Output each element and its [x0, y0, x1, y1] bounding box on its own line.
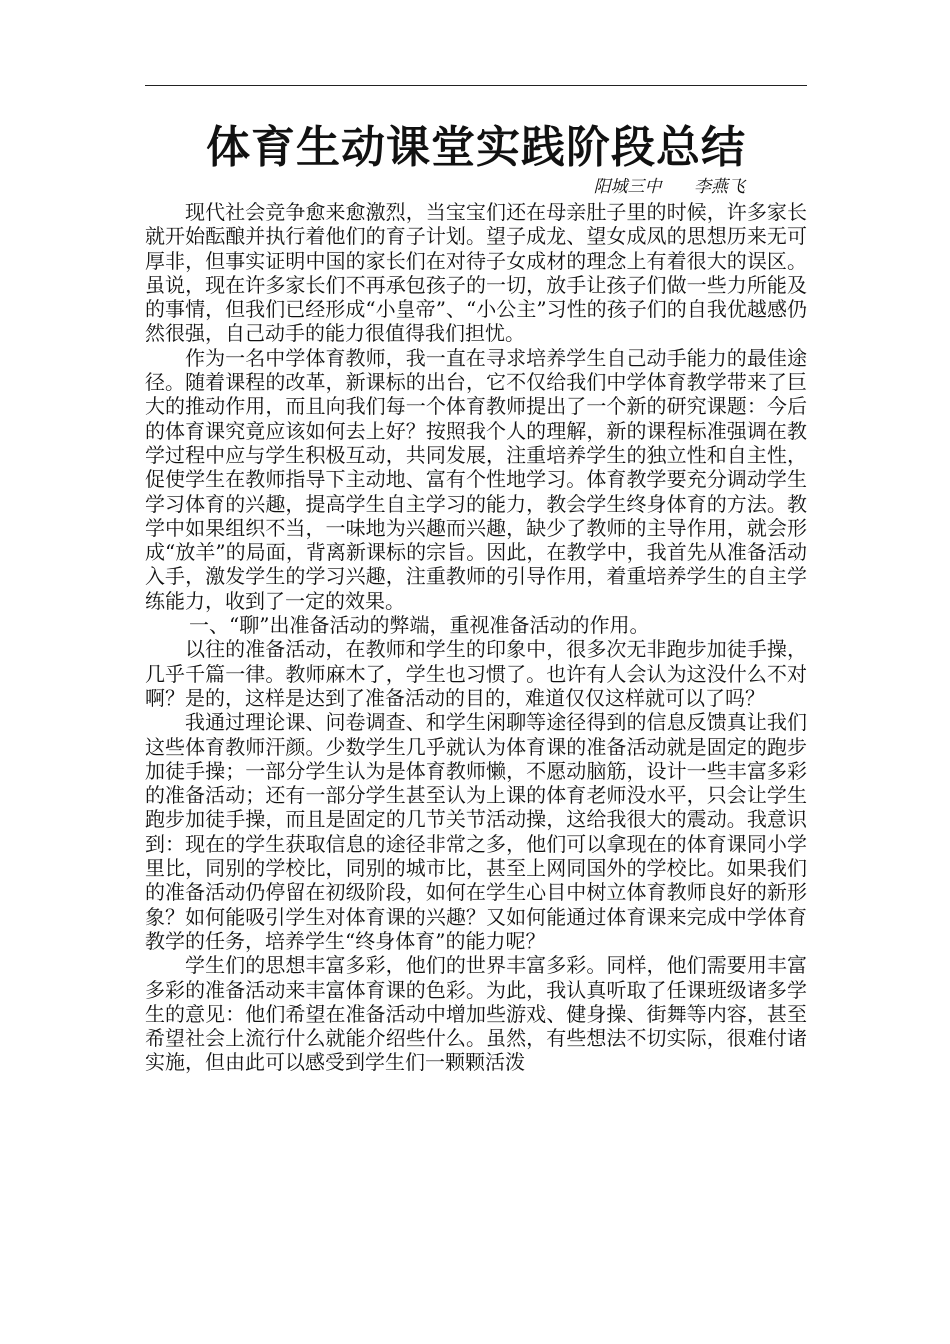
paragraph-5: 学生们的思想丰富多彩，他们的世界丰富多彩。同样，他们需要用丰富多彩的准备活动来丰富体育课的色彩。为此，我认真听取了任课班级诸多学生的意见：他们希望在准备活动中增加些游戏、健身操、街舞等内容，甚至希望社会上流行什么就能介绍些什么。虽然，有些想法不切实际，很难付诸实施，但由此可以感受到学生们一颗颗活泼 — [145, 953, 807, 1075]
document-body — [145, 200, 807, 1075]
paragraph-3: 以往的准备活动，在教师和学生的印象中，很多次无非跑步加徒手操，几乎千篇一律。教师麻木了，学生也习惯了。也许有人会认为这没什么不对啊？是的，这样是达到了准备活动的目的，难道仅仅这样就可以了吗？ — [145, 637, 807, 710]
paragraph-1: 现代社会竞争愈来愈激烈，当宝宝们还在母亲肚子里的时候，许多家长就开始酝酿并执行着他们的育子计划。望子成龙、望女成凤的思想历来无可厚非，但事实证明中国的家长们在对待子女成材的理念上有着很大的误区。虽说，现在许多家长们不再承包孩子的一切，放手让孩子们做一些力所能及的事情，但我们已经形成“小皇帝”、“小公主”习性的孩子们的自我优越感仍然很强，自己动手的能力很值得我们担忧。 — [145, 200, 807, 346]
document-title: 体育生动课堂实践阶段总结 — [206, 122, 746, 173]
author-byline: 阳城三中 李燕飞 — [593, 177, 745, 197]
section-heading-1: 一、“聊”出准备活动的弊端，重视准备活动的作用。 — [189, 613, 650, 638]
paragraph-2: 作为一名中学体育教师，我一直在寻求培养学生自己动手能力的最佳途径。随着课程的改革，新课标的出台，它不仅给我们中学体育教学带来了巨大的推动作用，而且向我们每一个体育教师提出了一个新的研究课题：今后的体育课究竟应该如何去上好？按照我个人的理解，新的课程标准强调在教学过程中应与学生积极互动，共同发展，注重培养学生的独立性和自主性，促使学生在教师指导下主动地、富有个性地学习。体育教学要充分调动学生学习体育的兴趣，提高学生自主学习的能力，教会学生终身体育的方法。教学中如果组织不当，一味地为兴趣而兴趣，缺少了教师的主导作用，就会形成“放羊”的局面，背离新课标的宗旨。因此，在教学中，我首先从准备活动入手，激发学生的学习兴趣，注重教师的引导作用，着重培养学生的自主学练能力，收到了一定的效果。 — [145, 345, 807, 613]
header-rule — [145, 85, 807, 86]
paragraph-4: 我通过理论课、问卷调查、和学生闲聊等途径得到的信息反馈真让我们这些体育教师汗颜。少数学生几乎就认为体育课的准备活动就是固定的跑步加徒手操；一部分学生认为是体育教师懒，不愿动脑筋，设计一些丰富多彩的准备活动；还有一部分学生甚至认为上课的体育老师没水平，只会让学生跑步加徒手操，而且是固定的几节关节活动操，这给我很大的震动。我意识到：现在的学生获取信息的途径非常之多，他们可以拿现在的体育课同小学里比，同别的学校比，同别的城市比，甚至上网同国外的学校比。如果我们的准备活动仍停留在初级阶段，如何在学生心目中树立体育教师良好的新形象？如何能吸引学生对体育课的兴趣？又如何能通过体育课来完成中学体育教学的任务，培养学生“终身体育”的能力呢？ — [145, 710, 807, 953]
